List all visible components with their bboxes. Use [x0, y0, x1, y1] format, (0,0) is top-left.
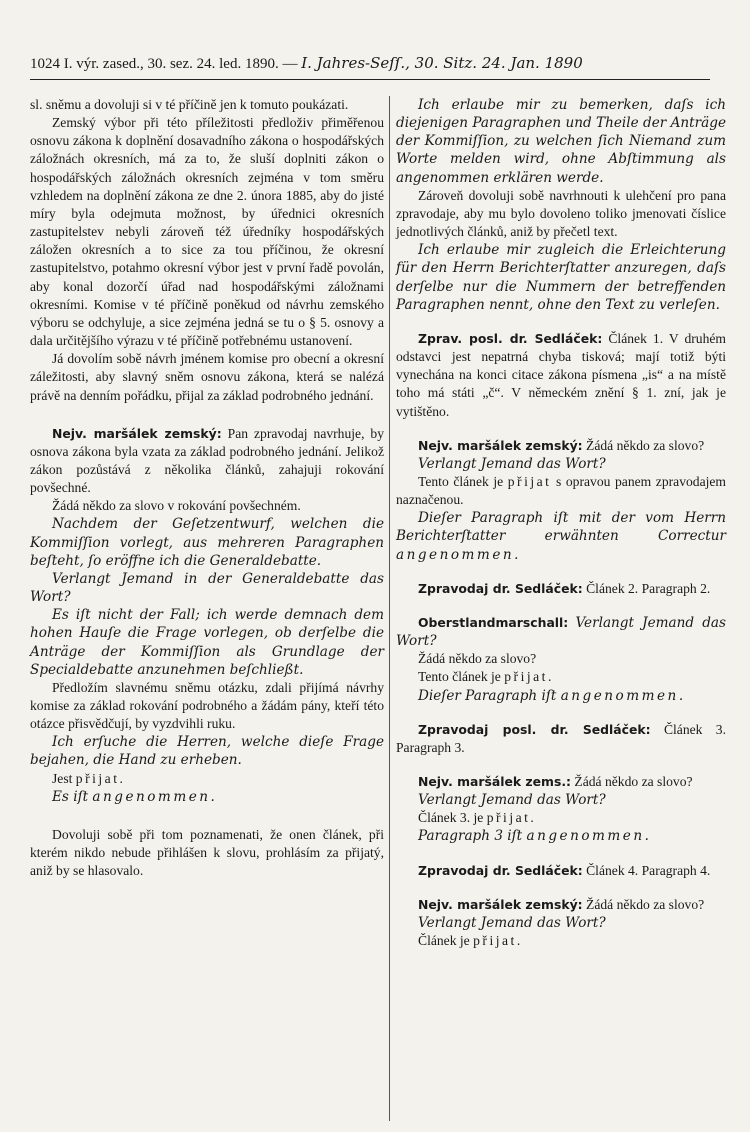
speaker-name: Nejv. maršálek zemský: — [418, 896, 583, 912]
speaker-paragraph: Oberstlandmarschall: Verlangt Jemand das Wort? — [396, 614, 726, 650]
paragraph-german: Nachdem der Geſetzentwurf, welchen die Kommiſſion vorlegt, aus mehreren Paragraphen beſteht, ſo eröffne ich die Generaldebatte. — [30, 516, 384, 569]
paragraph: Článek 3. je přijat. — [418, 810, 537, 826]
paragraph: Zemský výbor při této příležitosti předloživ přiměřenou osnovu zákona k doplnění dosavadního zákona o hospodářských záložnách okresních, má za to, že sluší doplniti zákon o hospodářských záložnách okresních zejména v tom směru vzhledem na doplnění zákona ze dne 2. února 1885, aby do jisté míry byla odejmuta možnost, by úřednici okresních zastupitelstev nebyli zároveň též úředníky hospodářských záložen okresních a to sice za tou příčinou, že okresní zastupitelstvo, potahmo okresní výbor jest v první řadě povolán, aby konal dozorčí úřad nad hospodářskými záložnami okresními. Komise v té příčině poněkud od návrhu zemského výboru se odchyluje, a sice zejména jedná se tu o § 5. osnovy a dala určitějšího výrazu v té příčině potřebnému ustanovení. — [30, 115, 384, 349]
paragraph: Tento článek je přijat. — [418, 669, 554, 685]
speaker-name: Zprav. posl. dr. Sedláček: — [418, 330, 603, 346]
paragraph: Žádá někdo za slovo? — [418, 651, 537, 667]
speaker-name: Nejv. maršálek zems.: — [418, 774, 571, 789]
paragraph-german: Ich erlaube mir zu bemerken, daſs ich diejenigen Paragraphen und Theile der Anträge der Kommiſſion, zu welchen ſich Niemand zum Worte melden wird, ohne Abſtimmung als angenommen erklären werde. — [396, 97, 726, 186]
speaker-name: Nejv. maršálek zemský: — [52, 425, 222, 441]
paragraph: Tento článek je přijat s opravou panem zpravodajem naznačenou. — [396, 473, 726, 508]
left-column — [30, 96, 384, 880]
paragraph-german: Dieſer Paragraph iſt mit der vom Herrn Berichterſtatter erwähnten Correctur angenommen. — [396, 510, 726, 563]
paragraph-german: Verlangt Jemand das Wort? — [418, 455, 606, 472]
speaker-paragraph: Nejv. maršálek zemský: Pan zpravodaj navrhuje, by osnova zákona byla vzata za základ podrobného jednání. Jelikož zákon pozůstává z několika článků, zahajuji rokování povšechné. — [30, 425, 385, 496]
column-divider — [389, 96, 390, 1121]
paragraph: Předložím slavnému sněmu otázku, zdali přijímá návrhy komise za základ rokování podrobného a žádám pány, kteří této otázce přisvědčují, by vyzdvihli ruku. — [30, 679, 384, 732]
page-header — [30, 50, 710, 76]
paragraph: Já dovolím sobě návrh jménem komise pro obecní a okresní záležitosti, aby slavný sněm osnovu zákona, která se nalézá právě na denním pořádku, přijal za základ podrobného jednání. — [30, 351, 384, 403]
paragraph: Článek je přijat. — [418, 933, 523, 949]
paragraph-german: Ich erlaube mir zugleich die Erleichterung für den Herrn Berichterſtatter anzuregen, daſs derſelbe nur die Nummern der betreffenden Paragraphen nennt, ohne den Text zu verleſen. — [396, 242, 726, 313]
header-czech: I. výr. zased., 30. sez. 24. led. 1890. — [63, 56, 279, 72]
speaker-name: Zpravodaj dr. Sedláček: — [418, 862, 583, 878]
speaker-paragraph: Zpravodaj posl. dr. Sedláček: Článek 3. Paragraph 3. — [396, 721, 726, 755]
header-separator: — — [282, 56, 298, 72]
speaker-paragraph: Zprav. posl. dr. Sedláček: Článek 1. V druhém odstavci jest nepatrná chyba tisková; mají totiž býti vynechána na konci citace zákona písmena „is“ a na místě toho má státi „č“. V německém znění § 1. zní, jak je vytištěno. — [396, 330, 726, 419]
speaker-paragraph: Nejv. maršálek zemský: Žádá někdo za slovo? — [418, 896, 705, 912]
paragraph: Jest přijat. — [52, 770, 126, 786]
speaker-name: Zpravodaj posl. dr. Sedláček: — [418, 721, 651, 737]
paragraph: sl. sněmu a dovoluji si v té příčině jen k tomuto poukázati. — [30, 97, 349, 112]
paragraph-german: Paragraph 3 iſt angenommen. — [418, 828, 652, 845]
speaker-paragraph: Nejv. maršálek zemský: Žádá někdo za slovo? — [418, 437, 705, 453]
speaker-paragraph: Zpravodaj dr. Sedláček: Článek 4. Paragraph 4. — [418, 862, 711, 878]
speaker-name: Zpravodaj dr. Sedláček: — [418, 580, 583, 596]
paragraph-german: Ich erſuche die Herren, welche dieſe Frage bejahen, die Hand zu erheben. — [30, 734, 384, 769]
page-number: 1024 — [30, 56, 60, 72]
speaker-paragraph: Zpravodaj dr. Sedláček: Článek 2. Paragraph 2. — [418, 580, 711, 596]
paragraph-german: Verlangt Jemand in der Generaldebatte das Wort? — [30, 570, 384, 606]
speaker-paragraph: Nejv. maršálek zems.: Žádá někdo za slovo? — [418, 774, 693, 789]
speaker-name: Oberstlandmarschall: — [418, 614, 569, 630]
header-rule — [30, 79, 710, 80]
paragraph-german: Verlangt Jemand das Wort? — [418, 914, 606, 931]
paragraph-german: Es iſt angenommen. — [52, 788, 218, 805]
paragraph: Dovoluji sobě při tom poznamenati, že onen článek, při kterém nikdo nebude přihlášen k slovu, prohlásím za přijatý, aniž by se hlasovalo. — [30, 826, 384, 879]
header-german: I. Jahres-Seſſ., 30. Sitz. 24. Jan. 1890 — [301, 54, 583, 72]
paragraph: Žádá někdo za slovo v rokování povšechném. — [52, 498, 301, 514]
paragraph-german: Verlangt Jemand das Wort? — [418, 792, 606, 809]
right-column — [396, 96, 726, 950]
speaker-name: Nejv. maršálek zemský: — [418, 437, 583, 453]
paragraph-german: Dieſer Paragraph iſt angenommen. — [418, 687, 686, 704]
paragraph-german: Es iſt nicht der Fall; ich werde demnach dem hohen Hauſe die Frage vorlegen, ob derſelbe die Anträge der Kommiſſion als Grundlage der Specialdebatte anzunehmen beſchließt. — [30, 607, 384, 678]
paragraph: Zároveň dovoluji sobě navrhnouti k ulehčení pro pana zpravodaje, aby mu bylo dovoleno toliko jmenovati číslice jednotlivých článků, aniž by přečetl text. — [396, 187, 726, 240]
